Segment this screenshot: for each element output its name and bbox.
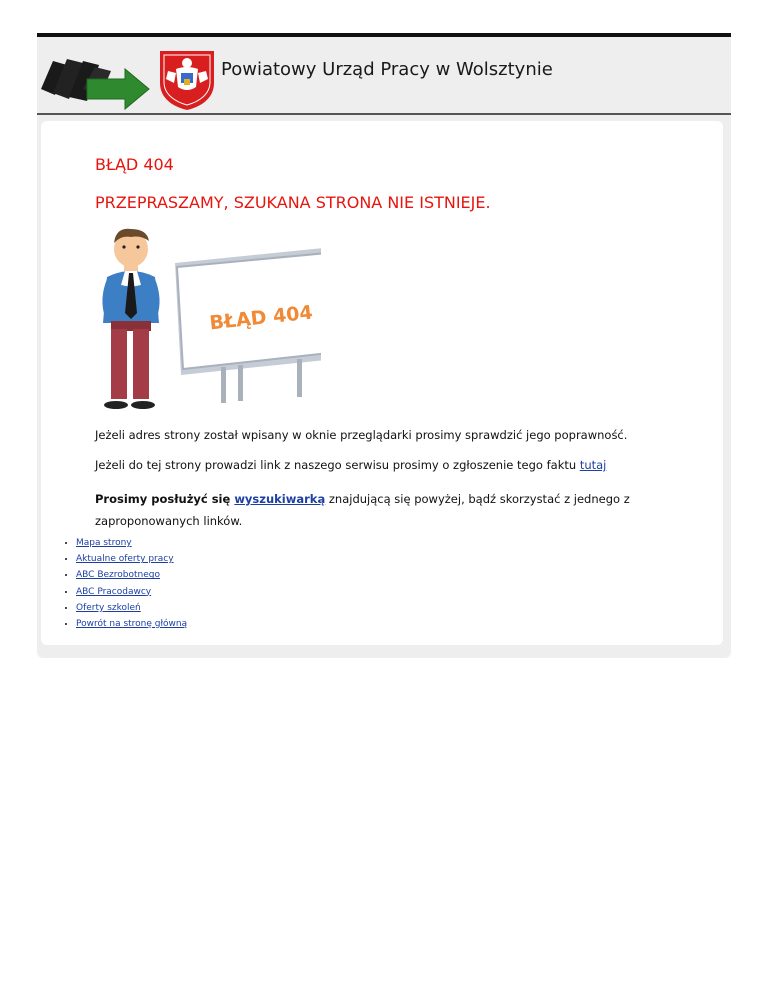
presentation-board xyxy=(175,247,321,403)
message-report-text: Jeżeli do tej strony prowadzi link z naszego serwisu prosimy o zgłoszenie tego faktu xyxy=(95,458,580,472)
report-link[interactable]: tutaj xyxy=(579,458,607,472)
man-figure xyxy=(102,229,159,409)
error-title: BŁĄD 404 xyxy=(95,155,174,174)
site-title: Powiatowy Urząd Pracy w Wolsztynie xyxy=(221,59,553,80)
link-trainings[interactable]: Oferty szkoleń xyxy=(76,602,141,613)
message-search-bold: Prosimy posłużyć się xyxy=(95,492,235,506)
message-search-rest: znajdującą się powyżej, bądź skorzystać z jednego z zaproponowanych linków. xyxy=(95,492,630,528)
board-text: BŁĄD 404 xyxy=(208,301,314,335)
page-wrapper xyxy=(37,33,731,658)
coat-of-arms-icon xyxy=(158,49,216,111)
message-search xyxy=(95,488,705,532)
list-item xyxy=(76,616,187,632)
link-sitemap[interactable]: Mapa strony xyxy=(76,538,132,548)
list-item xyxy=(76,584,187,600)
suggested-links-list xyxy=(61,535,187,632)
message-report-link xyxy=(95,454,705,476)
error-subtitle: PRZEPRASZAMY, SZUKANA STRONA NIE ISTNIEJE. xyxy=(95,193,491,212)
link-home[interactable]: Powrót na stronę główną xyxy=(76,619,188,630)
link-abc-employer[interactable]: ABC Pracodawcy xyxy=(76,586,152,597)
site-header xyxy=(37,37,731,115)
list-item xyxy=(76,600,187,616)
list-item xyxy=(76,567,187,583)
search-link[interactable]: wyszukiwarką xyxy=(234,492,326,506)
list-item xyxy=(76,551,187,567)
list-item xyxy=(76,535,187,551)
pup-logo[interactable] xyxy=(39,49,151,111)
message-check-address: Jeżeli adres strony został wpisany w oknie przeglądarki prosimy sprawdzić jego poprawność. xyxy=(95,428,628,442)
link-abc-unemployed[interactable]: ABC Bezrobotnego xyxy=(76,570,160,581)
main-content xyxy=(41,121,723,645)
error-404-illustration xyxy=(71,225,321,411)
link-job-offers[interactable]: Aktualne oferty pracy xyxy=(76,554,174,565)
